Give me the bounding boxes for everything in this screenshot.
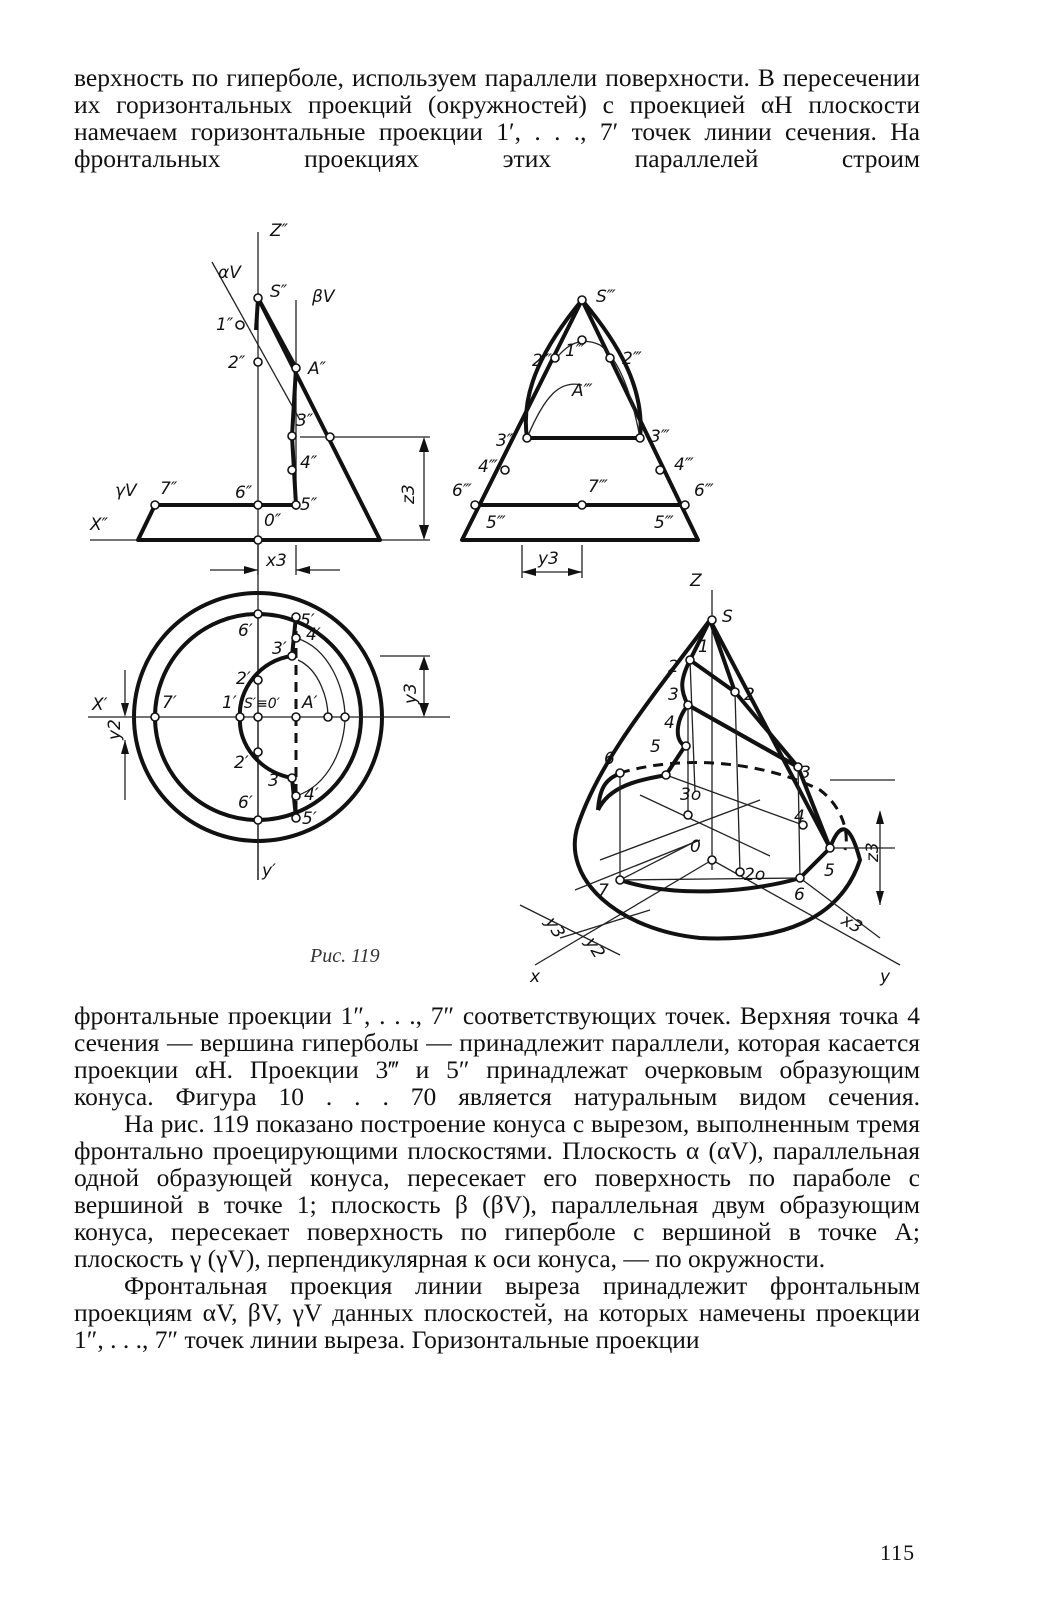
svg-text:y3: y3 — [540, 913, 569, 943]
svg-text:3o: 3o — [680, 785, 702, 805]
svg-text:6′: 6′ — [238, 793, 253, 813]
svg-text:6‴: 6‴ — [452, 481, 472, 501]
svg-text:7″: 7″ — [160, 479, 178, 499]
page-number: 115 — [880, 1540, 916, 1565]
svg-text:5‴: 5‴ — [654, 513, 674, 533]
svg-text:0: 0 — [690, 837, 701, 857]
figure-caption: Рис. 119 — [310, 945, 380, 967]
svg-text:2′: 2′ — [234, 753, 249, 773]
svg-text:S′≡0′: S′≡0′ — [244, 696, 280, 712]
svg-text:x3: x3 — [837, 910, 866, 938]
svg-text:S‴: S‴ — [596, 287, 616, 307]
svg-text:1‴: 1‴ — [565, 341, 585, 361]
text-bottom — [74, 1002, 920, 1353]
svg-text:y′: y′ — [262, 861, 276, 881]
axonometric-view — [520, 571, 900, 987]
svg-text:2‴: 2‴ — [622, 349, 642, 369]
svg-text:y3: y3 — [401, 683, 421, 704]
svg-text:3‴: 3‴ — [650, 427, 670, 447]
svg-text:2: 2 — [744, 685, 755, 705]
svg-text:7‴: 7‴ — [588, 477, 608, 497]
svg-text:5: 5 — [650, 737, 661, 757]
svg-text:Z″: Z″ — [270, 221, 288, 241]
paragraph-1: фронтальные проекции 1″, . . ., 7″ соответствующих точек. Верхняя точка 4 сечения — вершина гиперболы — принадлежит параллели, которая касается проекции αH. Проекции 3‴ и 5″ принадлежат очерковым образующим конуса. Фигура 10 . . . 70 является натуральным видом сечения. — [74, 1001, 920, 1111]
front-view — [89, 221, 430, 880]
svg-text:A″: A″ — [308, 359, 326, 379]
figure-119 — [0, 200, 1042, 990]
svg-text:5″: 5″ — [300, 495, 318, 515]
svg-text:z3: z3 — [399, 484, 419, 504]
svg-text:3′: 3′ — [272, 639, 287, 659]
svg-text:2″: 2″ — [228, 353, 246, 373]
svg-text:S″: S″ — [270, 282, 288, 302]
paragraph-2: На рис. 119 показано построение конуса с вырезом, выполненным тремя фронтально проецирующими плоскостями. Плоскость α (αV), параллельная одной образующей конуса, пересекает его поверхность по параболе с вершиной в точке 1; плоскость β (βV), параллельная двум образующим конуса, пересекает поверхность по гиперболе с вершиной в точке A; плоскость γ (γV), перпендикулярная к оси конуса, — по окружности. — [74, 1109, 920, 1273]
svg-text:3: 3 — [800, 763, 811, 783]
paragraph-3: Фронтальная проекция линии выреза принадлежит фронтальным проекциям αV, βV, γV данных плоскостей, на которых намечены проекции 1″, . . ., 7″ точек линии выреза. Горизонтальные проекции — [74, 1271, 920, 1354]
svg-text:4′: 4′ — [304, 785, 319, 805]
svg-text:A′: A′ — [302, 693, 318, 713]
svg-text:7′: 7′ — [162, 693, 177, 713]
svg-text:y3: y3 — [538, 549, 559, 569]
svg-text:1′: 1′ — [222, 693, 237, 713]
svg-text:6′: 6′ — [238, 621, 253, 641]
svg-text:6: 6 — [794, 885, 805, 905]
svg-text:2o: 2o — [744, 865, 766, 885]
svg-text:1: 1 — [698, 637, 709, 657]
svg-text:3″: 3″ — [296, 411, 314, 431]
svg-text:X″: X″ — [90, 515, 108, 535]
svg-text:x3: x3 — [266, 551, 287, 571]
svg-text:5: 5 — [824, 861, 835, 881]
svg-text:4: 4 — [664, 713, 675, 733]
svg-text:A‴: A‴ — [572, 381, 593, 401]
svg-text:6″: 6″ — [235, 483, 253, 503]
svg-text:y2: y2 — [580, 933, 609, 963]
svg-text:4: 4 — [794, 807, 805, 827]
text-top: верхность по гиперболе, используем параллели поверхности. В пересечении их горизонтальных проекций (окружностей) с проекцией αH плоскости намечаем горизонтальные проекции 1′, . . ., 7′ точек линии сечения. На фронтальных проекциях этих параллелей строим — [74, 63, 920, 173]
svg-text:y: y — [880, 967, 891, 987]
svg-text:2‴: 2‴ — [532, 351, 552, 371]
top-view — [88, 593, 450, 881]
svg-text:5‴: 5‴ — [486, 513, 506, 533]
svg-text:αV: αV — [218, 263, 241, 283]
svg-text:γV: γV — [115, 481, 137, 501]
svg-text:3: 3 — [668, 685, 679, 705]
svg-text:4′: 4′ — [306, 625, 321, 645]
svg-text:4‴: 4‴ — [478, 457, 498, 477]
svg-text:1″: 1″ — [216, 315, 234, 335]
svg-text:x: x — [530, 967, 541, 987]
svg-text:5′: 5′ — [300, 611, 315, 631]
svg-text:5′: 5′ — [302, 809, 317, 829]
svg-text:Z: Z — [690, 571, 702, 591]
svg-text:X′: X′ — [92, 695, 108, 715]
svg-text:6: 6 — [604, 749, 615, 769]
svg-text:z3: z3 — [863, 842, 883, 862]
svg-text:6‴: 6‴ — [694, 481, 714, 501]
svg-text:7: 7 — [598, 881, 609, 901]
profile-view — [452, 287, 714, 578]
svg-text:4‴: 4‴ — [674, 455, 694, 475]
svg-text:2: 2 — [668, 657, 679, 677]
svg-text:S: S — [722, 607, 733, 627]
svg-text:0″: 0″ — [264, 511, 282, 531]
svg-text:4″: 4″ — [300, 453, 318, 473]
svg-text:y2: y2 — [105, 719, 125, 740]
svg-text:2′: 2′ — [236, 669, 251, 689]
svg-text:3‴: 3‴ — [496, 431, 516, 451]
svg-text:3′: 3′ — [268, 771, 283, 791]
svg-text:βV: βV — [312, 287, 335, 307]
